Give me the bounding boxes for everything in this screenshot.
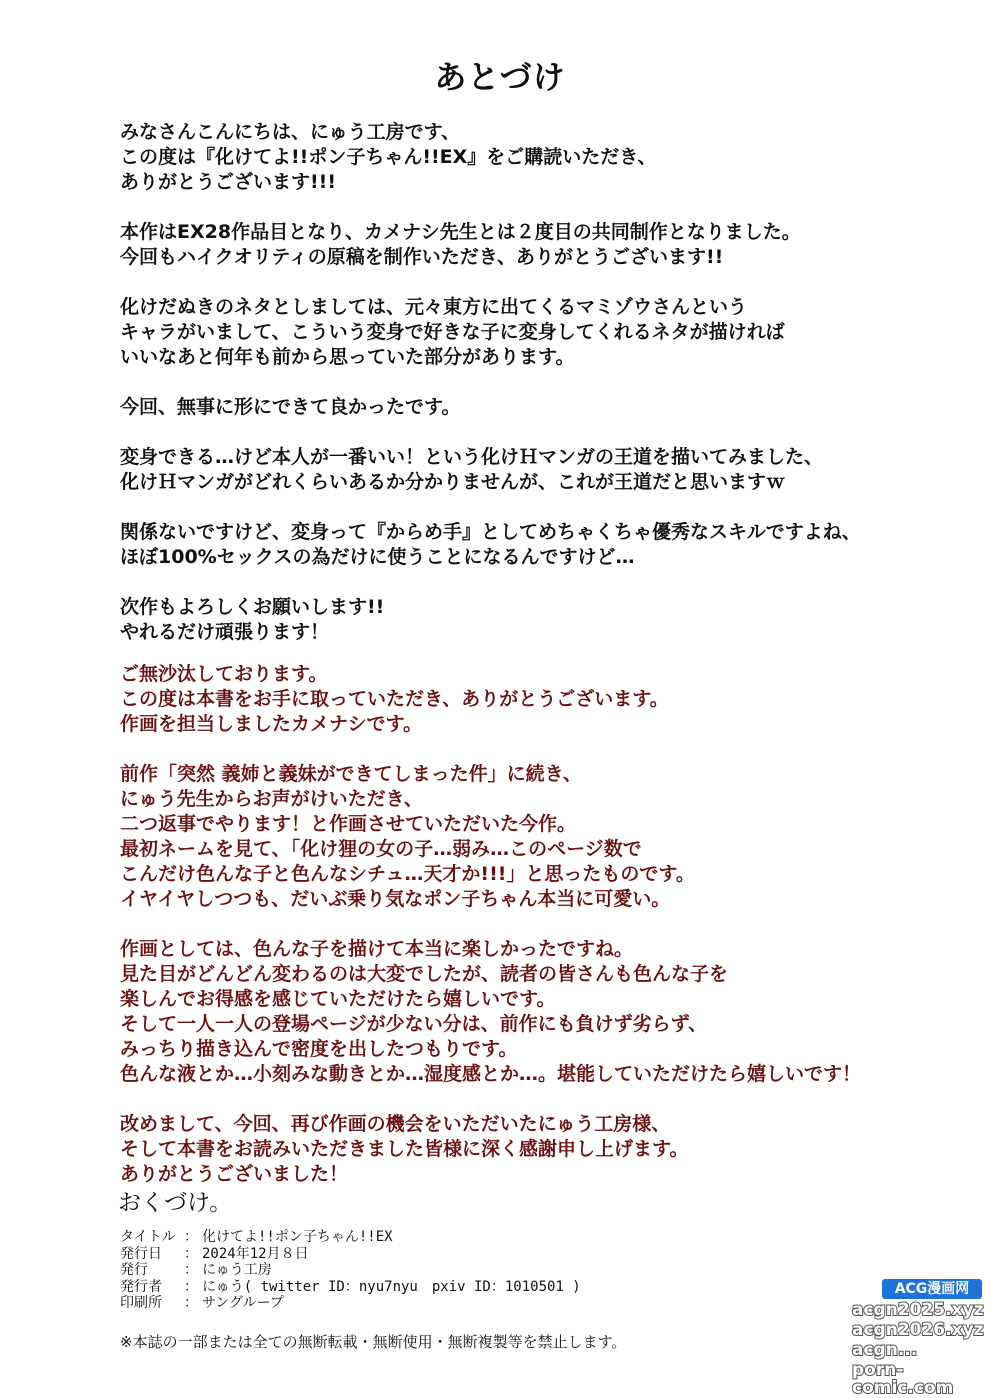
- text-line: ほぼ100%セックスの為だけに使うことになるんですけど…: [120, 546, 635, 568]
- text-line: 化けだぬきのネタとしましては、元々東方に出てくるマミゾウさんという: [120, 296, 748, 318]
- page-title: あとづけ: [434, 58, 566, 96]
- text-line: そして一人一人の登場ページが少ない分は、前作にも負けず劣らず、: [120, 1013, 708, 1035]
- colophon-label: タイトル: [120, 1229, 176, 1245]
- text-line: 関係ないですけど、変身って『からめ手』としてめちゃくちゃ優秀なスキルですよね、: [120, 521, 861, 543]
- artist-afterword: [120, 662, 861, 1212]
- text-line: 今回もハイクオリティの原稿を制作いただき、ありがとうございます!!: [120, 246, 724, 268]
- text-line: イヤイヤしつつも、だいぶ乗り気なポン子ちゃん本当に可愛い。: [120, 888, 671, 910]
- artist-paragraph: [120, 662, 861, 737]
- text-line: 次作もよろしくお願いします!!: [120, 596, 385, 618]
- text-line: キャラがいまして、こういう変身で好きな子に変身してくれるネタが描ければ: [120, 321, 785, 343]
- watermark-line: acgn2026.xyz: [852, 1320, 984, 1340]
- text-line: みなさんこんにちは、にゅう工房です、: [120, 121, 461, 143]
- text-line: 作画としては、色んな子を描けて本当に楽しかったですね。: [120, 938, 634, 960]
- watermark-line: porn-comic.com: [852, 1360, 954, 1398]
- text-line: 最初ネームを見て、「化け狸の女の子…弱み…このページ数で: [120, 838, 642, 860]
- text-line: ありがとうございます!!!: [120, 171, 336, 193]
- artist-paragraph: [120, 1112, 861, 1187]
- text-line: 見た目がどんどん変わるのは大変でしたが、読者の皆さんも色んな子を: [120, 963, 729, 985]
- colophon-row: [120, 1295, 581, 1312]
- author-afterword: [120, 120, 861, 645]
- author-paragraph: [120, 395, 861, 420]
- colophon-label: 発行日: [120, 1245, 162, 1262]
- text-line: ありがとうございました！: [120, 1163, 349, 1185]
- colophon-value: にゅう工房: [202, 1262, 272, 1278]
- text-line: 作画を担当しましたカメナシです。: [120, 713, 423, 735]
- text-line: 変身できる…けど本人が一番いい！という化けＨマンガの王道を描いてみました、: [120, 446, 824, 468]
- colophon-value: 化けてよ!!ポン子ちゃん!!EX: [202, 1229, 393, 1245]
- watermark-line: acgn...: [852, 1340, 918, 1360]
- author-paragraph: [120, 120, 861, 195]
- text-line: いいなあと何年も前から思っていた部分があります。: [120, 346, 575, 368]
- colophon-heading: おくづけ。: [118, 1190, 233, 1216]
- artist-paragraph: [120, 762, 861, 912]
- author-paragraph: [120, 520, 861, 570]
- text-line: ご無沙汰しております。: [120, 663, 328, 685]
- colophon-row: [120, 1279, 581, 1296]
- colophon-value: にゅう( twitter ID：nyu7nyu pxiv ID：1010501 ): [202, 1278, 581, 1295]
- text-line: にゅう先生からお声がけいただき、: [120, 788, 423, 810]
- colophon-label: 発行者: [120, 1278, 162, 1295]
- colophon-label: 発行: [120, 1262, 148, 1278]
- colophon-row: [120, 1246, 581, 1263]
- text-line: 色んな液とか…小刻みな動きとか…湿度感とか…。堪能していただけたら嬉しいです！: [120, 1063, 862, 1085]
- watermark: [852, 1279, 984, 1398]
- colophon-separator: ：: [184, 1278, 198, 1295]
- colophon-table: [120, 1229, 581, 1312]
- text-line: 改めまして、今回、再び作画の機会をいただいたにゅう工房様、: [120, 1113, 671, 1135]
- colophon-separator: ：: [184, 1262, 198, 1278]
- text-line: 化けＨマンガがどれくらいあるか分かりませんが、これが王道だと思いますｗ: [120, 471, 786, 493]
- text-line: 前作「突然 義姉と義妹ができてしまった件」に続き、: [120, 763, 582, 785]
- text-line: この度は『化けてよ!!ポン子ちゃん!!EX』をご購読いただき、: [120, 146, 657, 168]
- text-line: やれるだけ頑張ります！: [120, 621, 330, 643]
- colophon-label: 印刷所: [120, 1295, 162, 1311]
- colophon-row: [120, 1262, 581, 1279]
- colophon-value: サングループ: [202, 1295, 284, 1311]
- copyright-notice: ※本誌の一部または全ての無断転載・無断使用・無断複製等を禁止します。: [120, 1333, 627, 1351]
- author-paragraph: [120, 595, 861, 645]
- author-paragraph: [120, 220, 861, 270]
- watermark-line: acgn2025.xyz: [852, 1300, 984, 1320]
- author-paragraph: [120, 445, 861, 495]
- text-line: 今回、無事に形にできて良かったです。: [120, 396, 461, 418]
- text-line: この度は本書をお手に取っていただき、ありがとうございます。: [120, 688, 669, 710]
- text-line: こんだけ色んな子と色んなシチュ…天才か!!!」と思ったものです。: [120, 863, 695, 885]
- text-line: 楽しんでお得感を感じていただけたら嬉しいです。: [120, 988, 556, 1010]
- colophon-value: 2024年12月８日: [202, 1245, 309, 1262]
- colophon-separator: ：: [184, 1245, 198, 1262]
- text-line: そして本書をお読みいただきました皆様に深く感謝申し上げます。: [120, 1138, 689, 1160]
- text-line: 本作はEX28作品目となり、カメナシ先生とは２度目の共同制作となりました。: [120, 221, 801, 243]
- artist-paragraph: [120, 937, 861, 1087]
- watermark-logo: ACG漫画网: [882, 1279, 982, 1299]
- text-line: 二つ返事でやります！と作画させていただいた今作。: [120, 813, 577, 835]
- author-paragraph: [120, 295, 861, 370]
- colophon-row: [120, 1229, 581, 1246]
- colophon-separator: ：: [184, 1295, 198, 1311]
- text-line: みっちり描き込んで密度を出したつもりです。: [120, 1038, 518, 1060]
- colophon-separator: ：: [184, 1229, 198, 1245]
